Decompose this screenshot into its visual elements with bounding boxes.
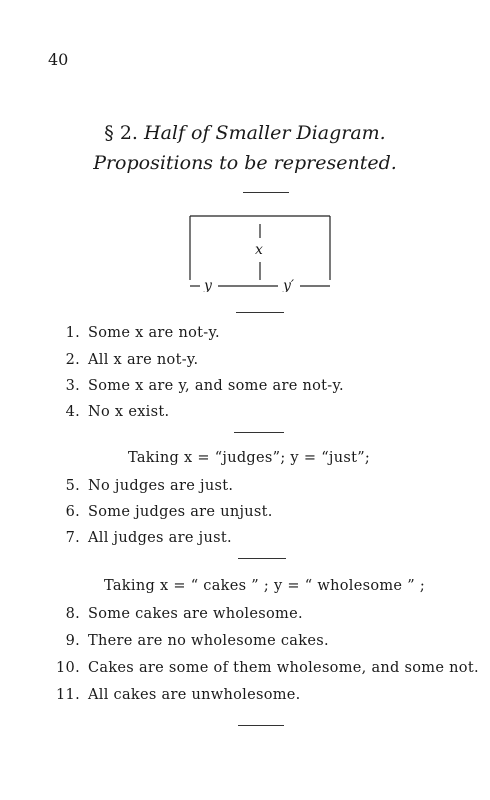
item-number: 4.: [65, 404, 80, 420]
list-item: [50, 606, 303, 622]
list-item: [58, 378, 344, 394]
half-smaller-diagram: [188, 210, 338, 292]
cakes-intro: Taking x = “ cakes ” ; y = “ wholesome ” ;: [104, 578, 426, 594]
item-text: No judges are just.: [88, 478, 234, 494]
item-text: Some cakes are wholesome.: [88, 606, 303, 622]
item-number: 8.: [65, 606, 80, 622]
item-text: All cakes are unwholesome.: [88, 687, 301, 703]
item-number: 10.: [56, 660, 80, 676]
item-number: 3.: [65, 378, 80, 394]
item-number: 2.: [65, 352, 80, 368]
item-text: There are no wholesome cakes.: [88, 633, 329, 649]
list-item: [50, 687, 301, 703]
section-subtitle: Propositions to be represented.: [93, 152, 397, 174]
divider-rule: [238, 558, 286, 559]
divider-rule: [236, 312, 284, 313]
section-number: § 2.: [104, 122, 138, 144]
item-text: Some judges are unjust.: [88, 504, 273, 520]
divider-rule: [243, 192, 289, 193]
page-number: 40: [48, 50, 69, 69]
diagram-label-y-prime: y′: [283, 278, 295, 292]
section-title: Half of Smaller Diagram.: [144, 122, 386, 144]
list-item: [58, 504, 273, 520]
list-item: [50, 660, 479, 676]
list-item: [58, 478, 233, 494]
section-heading: [0, 122, 490, 144]
list-item: [58, 325, 220, 341]
divider-rule: [238, 725, 284, 726]
item-text: Some x are y, and some are not-y.: [88, 378, 344, 394]
item-number: 9.: [65, 633, 80, 649]
item-text: All x are not-y.: [88, 352, 199, 368]
item-number: 1.: [65, 325, 80, 341]
item-text: All judges are just.: [88, 530, 232, 546]
item-number: 11.: [56, 687, 80, 703]
item-number: 7.: [65, 530, 80, 546]
judges-intro: Taking x = “judges”; y = “just”;: [128, 450, 371, 466]
diagram-label-y: y: [204, 278, 212, 292]
item-text: Some x are not-y.: [88, 325, 220, 341]
item-number: 6.: [65, 504, 80, 520]
diagram-label-x: x: [255, 242, 263, 258]
item-number: 5.: [65, 478, 80, 494]
item-text: No x exist.: [88, 404, 170, 420]
list-item: [58, 352, 198, 368]
list-item: [50, 633, 329, 649]
list-item: [58, 530, 232, 546]
divider-rule: [234, 432, 284, 433]
item-text: Cakes are some of them wholesome, and some not.: [88, 660, 479, 676]
list-item: [58, 404, 169, 420]
